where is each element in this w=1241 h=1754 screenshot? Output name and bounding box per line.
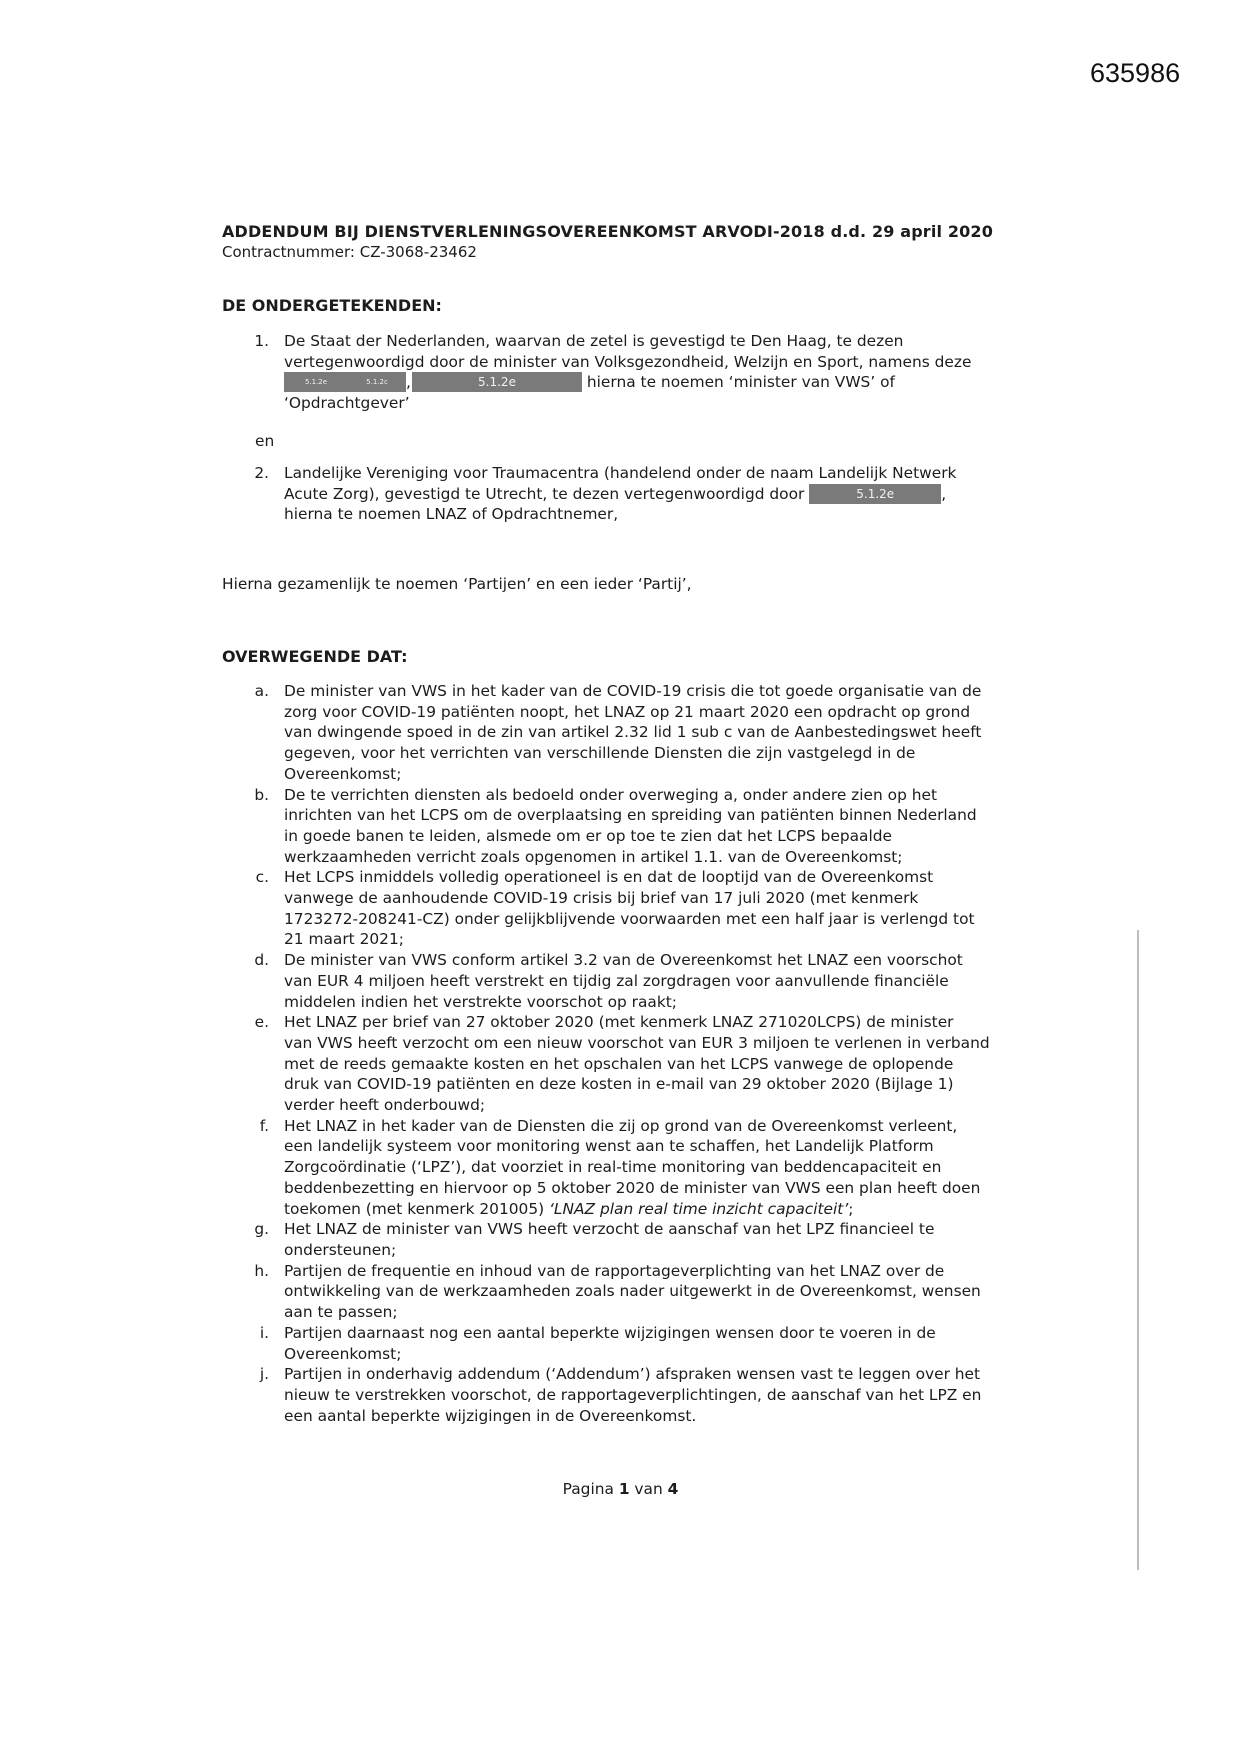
- text-line: aan te passen;: [284, 1303, 398, 1322]
- text-line: 21 maart 2021;: [284, 930, 404, 949]
- list-item: [222, 1323, 1022, 1364]
- page-number: [0, 1480, 1241, 1498]
- list-marker: b.: [254, 785, 269, 804]
- list-item: [222, 1116, 1022, 1220]
- party-1: [222, 331, 1022, 414]
- document-title: ADDENDUM BIJ DIENSTVERLENINGSOVEREENKOMST ARVODI-2018 d.d. 29 april 2020: [222, 222, 993, 241]
- redaction-block: 5.1.2e: [284, 372, 348, 392]
- text-line: vertegenwoordigd door de minister van Volksgezondheid, Welzijn en Sport, namens deze: [284, 352, 972, 371]
- list-marker: 1.: [254, 332, 269, 350]
- connector-text: en: [255, 432, 275, 450]
- list-item: [222, 1364, 1022, 1426]
- text-line: Overeenkomst;: [284, 1344, 402, 1363]
- text-line: Partijen de frequentie en inhoud van de rapportageverplichting van het LNAZ over de: [284, 1261, 945, 1280]
- text-line: gegeven, voor het verrichten van verschillende Diensten die zijn vastgelegd in de: [284, 744, 916, 763]
- party-2: [222, 463, 1022, 525]
- list-marker: d.: [254, 951, 269, 970]
- text-line: een aantal beperkte wijzigingen in de Overeenkomst.: [284, 1406, 697, 1425]
- text-line: in goede banen te leiden, alsmede om er op toe te zien dat het LCPS bepaalde: [284, 826, 892, 845]
- list-marker: g.: [254, 1220, 269, 1239]
- redaction-block: 5.1.2e: [809, 484, 941, 504]
- text-line: werkzaamheden verricht zoals opgenomen in artikel 1.1. van de Overeenkomst;: [284, 847, 903, 866]
- text-line: Het LNAZ in het kader van de Diensten die zij op grond van de Overeenkomst verleent,: [284, 1116, 958, 1135]
- text-line-with-redactions: 5.1.2e 5.1.2c , 5.1.2e hierna te noemen ‘minister van VWS’ of: [284, 372, 1022, 393]
- text-line: middelen indien het verstrekte voorschot op raakt;: [284, 992, 677, 1011]
- text-line: ‘Opdrachtgever’: [284, 394, 410, 413]
- text-line: Partijen daarnaast nog een aantal beperkte wijzigingen wensen door te voeren in de: [284, 1323, 936, 1342]
- text-line: beddenbezetting en hiervoor op 5 oktober 2020 de minister van VWS een plan heeft doen: [284, 1178, 981, 1197]
- section-heading-considerations: OVERWEGENDE DAT:: [222, 647, 408, 666]
- list-marker: j.: [259, 1365, 269, 1384]
- list-marker: i.: [259, 1323, 269, 1342]
- text-line: verder heeft onderbouwd;: [284, 1096, 486, 1115]
- document-id: 635986: [1090, 58, 1181, 88]
- text-line: Het LCPS inmiddels volledig operationeel is en dat de looptijd van de Overeenkomst: [284, 868, 934, 887]
- list-item: [222, 1261, 1022, 1323]
- contract-number: Contractnummer: CZ-3068-23462: [222, 243, 477, 261]
- text-line: van dwingende spoed in de zin van artikel 2.32 lid 1 sub c van de Aanbestedingswet heeft: [284, 723, 982, 742]
- scan-artifact-line: [1137, 930, 1139, 1570]
- redaction-block: 5.1.2c: [348, 372, 406, 392]
- list-item: [222, 681, 1022, 785]
- text-fragment: hierna te noemen ‘minister van VWS’ of: [586, 373, 895, 392]
- text-line: druk van COVID-19 patiënten en deze kosten in e-mail van 29 oktober 2020 (Bijlage 1): [284, 1075, 954, 1094]
- text-line-with-redaction: [284, 484, 1022, 505]
- list-marker: f.: [259, 1116, 269, 1135]
- text-fragment: ,: [941, 484, 947, 503]
- list-item: [222, 1219, 1022, 1260]
- text-line: zorg voor COVID-19 patiënten noopt, het LNAZ op 21 maart 2020 een opdracht op grond: [284, 702, 971, 721]
- redaction-block: 5.1.2e: [412, 372, 582, 392]
- list-marker: h.: [254, 1261, 269, 1280]
- text-line: vanwege de aanhoudende COVID-19 crisis bij brief van 17 juli 2020 (met kenmerk: [284, 889, 919, 908]
- text-line: Het LNAZ de minister van VWS heeft verzocht de aanschaf van het LPZ financieel te: [284, 1220, 935, 1239]
- text-line: inrichten van het LCPS om de overplaatsing en spreiding van patiënten binnen Nederland: [284, 806, 977, 825]
- page-label: Pagina: [562, 1480, 619, 1498]
- text-line: ondersteunen;: [284, 1240, 397, 1259]
- list-marker: 2.: [254, 464, 269, 482]
- document-reference: ‘LNAZ plan real time inzicht capaciteit’: [549, 1199, 849, 1218]
- list-marker: e.: [254, 1013, 269, 1032]
- text-line: De te verrichten diensten als bedoeld onder overweging a, onder andere zien op het: [284, 785, 937, 804]
- text-line: De minister van VWS in het kader van de COVID-19 crisis die tot goede organisatie van de: [284, 682, 982, 700]
- list-item: [222, 950, 1022, 1012]
- text-line: 1723272-208241-CZ) onder gelijkblijvende voorwaarden met een half jaar is verlengd tot: [284, 909, 975, 928]
- list-item: [222, 1012, 1022, 1116]
- text-line: Overeenkomst;: [284, 764, 402, 783]
- text-line: van EUR 4 miljoen heeft verstrekt en tijdig zal zorgdragen voor aanvullende financiële: [284, 971, 949, 990]
- text-line: [284, 1199, 1022, 1220]
- text-fragment: Acute Zorg), gevestigd te Utrecht, te dezen vertegenwoordigd door: [284, 484, 805, 503]
- text-line: van VWS heeft verzocht om een nieuw voorschot van EUR 3 miljoen te verlenen in verband: [284, 1033, 990, 1052]
- section-heading-signatories: DE ONDERGETEKENDEN:: [222, 296, 442, 315]
- list-item: [222, 785, 1022, 868]
- page-separator: van: [629, 1480, 668, 1498]
- text-line: hierna te noemen LNAZ of Opdrachtnemer,: [284, 505, 619, 524]
- text-line: een landelijk systeem voor monitoring wenst aan te schaffen, het Landelijk Platform: [284, 1137, 934, 1156]
- list-item: [222, 867, 1022, 950]
- text-line: De minister van VWS conform artikel 3.2 van de Overeenkomst het LNAZ een voorschot: [284, 951, 963, 970]
- total-pages: 4: [667, 1480, 679, 1498]
- text-line: Landelijke Vereniging voor Traumacentra (handelend onder de naam Landelijk Netwerk: [284, 464, 957, 482]
- parties-definition: Hierna gezamenlijk te noemen ‘Partijen’ en een ieder ‘Partij’,: [222, 575, 692, 593]
- considerations-list: [222, 681, 1022, 1426]
- text-line: Zorgcoördinatie (‘LPZ’), dat voorziet in real-time monitoring van beddencapaciteit en: [284, 1158, 942, 1177]
- text-line: De Staat der Nederlanden, waarvan de zetel is gevestigd te Den Haag, te dezen: [284, 332, 904, 350]
- text-line: ontwikkeling van de werkzaamheden zoals nader uitgewerkt in de Overeenkomst, wensen: [284, 1282, 981, 1301]
- current-page: 1: [618, 1480, 630, 1498]
- list-marker: c.: [255, 868, 269, 887]
- list-marker: a.: [254, 682, 269, 700]
- text-fragment: toekomen (met kenmerk 201005): [284, 1199, 550, 1218]
- text-line: nieuw te verstrekken voorschot, de rapportageverplichtingen, de aanschaf van het LPZ en: [284, 1385, 982, 1404]
- text-line: Partijen in onderhavig addendum (‘Addendum’) afspraken wensen vast te leggen over het: [284, 1365, 981, 1384]
- text-line: met de reeds gemaakte kosten en het opschalen van het LCPS vanwege de oplopende: [284, 1054, 954, 1073]
- text-fragment: ;: [848, 1199, 854, 1218]
- text-line: Het LNAZ per brief van 27 oktober 2020 (met kenmerk LNAZ 271020LCPS) de minister: [284, 1013, 954, 1032]
